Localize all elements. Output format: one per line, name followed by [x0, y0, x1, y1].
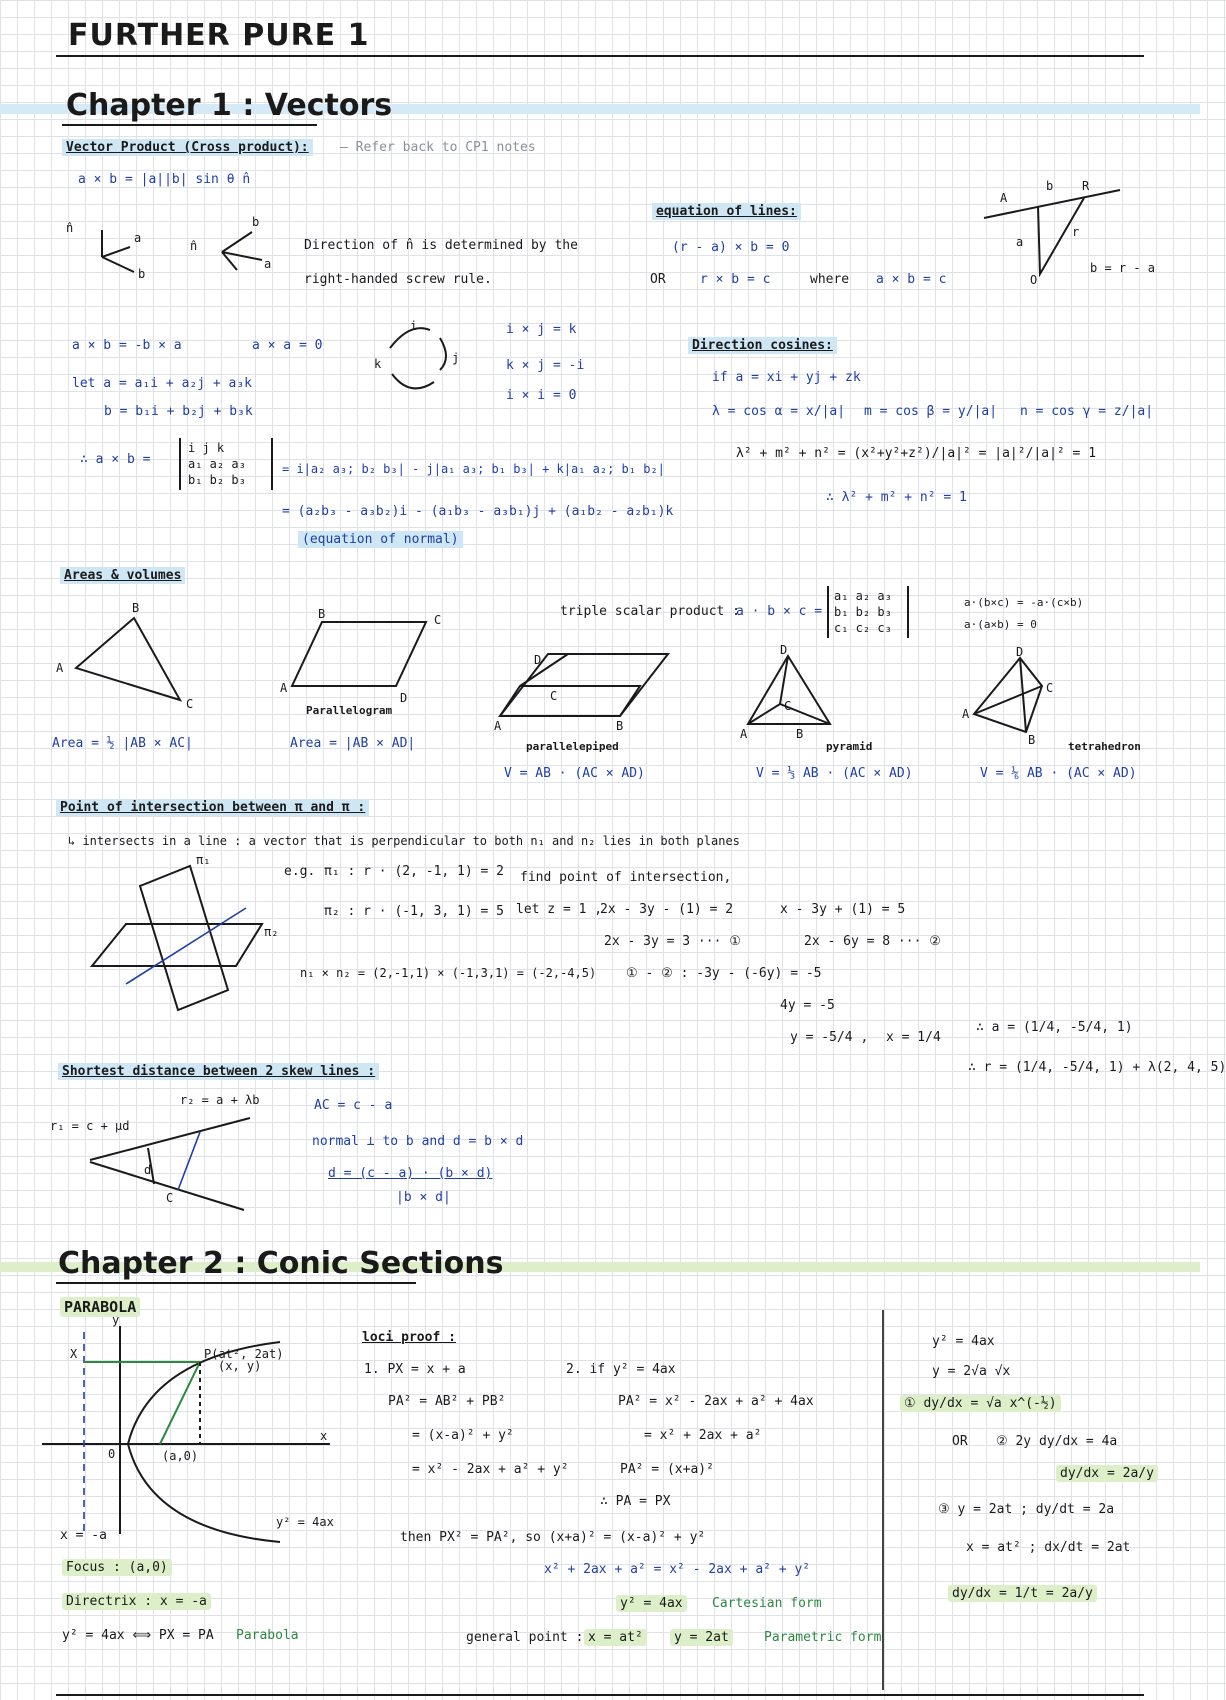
eq-1: 2x - 3y - (1) = 2 — [600, 902, 734, 917]
loci-t3: = x² + 2ax + a² — [644, 1428, 762, 1443]
svg-text:B: B — [132, 601, 140, 615]
pyramid-label: pyramid — [826, 740, 873, 753]
svg-text:B: B — [318, 607, 326, 621]
svg-text:b₁ b₂ b₃: b₁ b₂ b₃ — [834, 605, 892, 619]
skew-l1-label: r₁ = c + μd — [50, 1119, 130, 1133]
graph-y-label: y — [112, 1313, 120, 1327]
deriv-4: ② 2y dy/dx = 4a — [996, 1434, 1118, 1449]
loci-s3: = (x-a)² + y² — [412, 1428, 514, 1443]
plane2: π₂ : r · (-1, 3, 1) = 5 — [324, 904, 505, 919]
triple-matrix — [824, 584, 912, 640]
graph-X-point: X — [70, 1347, 78, 1361]
right-hand-sketch — [62, 212, 282, 282]
deriv-2: y = 2√a √x — [932, 1364, 1011, 1379]
parallelepiped-diagram — [490, 646, 680, 736]
triple-note1: a·(b×c) = -a·(c×b) — [964, 596, 1084, 609]
anticommute: a × b = -b × a — [72, 338, 182, 353]
let-a: let a = a₁i + a₂j + a₃k — [72, 376, 253, 391]
svg-text:A: A — [56, 661, 64, 675]
parabola-graph — [40, 1313, 340, 1538]
area-parallelogram: Area = |AB × AD| — [290, 736, 416, 751]
directrix-label: Directrix : x = -a — [62, 1594, 211, 1609]
area-triangle: Area = ½ |AB × AC| — [52, 736, 193, 751]
svg-text:C: C — [784, 699, 792, 713]
pyramid-diagram — [740, 643, 850, 741]
svg-text:d: d — [144, 1163, 152, 1177]
determinant-matrix — [176, 436, 276, 492]
title-rule — [56, 55, 1144, 57]
det-result: = (a₂b₃ - a₃b₂)i - (a₁b₃ - a₃b₁)j + (a₁b₂ - a₂b₁)k — [282, 504, 674, 519]
loci-s4: = x² - 2ax + a² + y² — [412, 1462, 569, 1477]
deriv-1: y² = 4ax — [932, 1334, 995, 1349]
line-or: OR — [650, 272, 666, 287]
svg-text:a: a — [1016, 235, 1024, 249]
ijk-3: i × i = 0 — [506, 388, 577, 403]
line-eq3: a × b = c — [876, 272, 947, 287]
chapter1-underline — [62, 124, 317, 126]
svg-text:B: B — [796, 727, 804, 741]
svg-text:i j k: i j k — [188, 441, 225, 455]
graph-focus-label: (a,0) — [162, 1449, 199, 1463]
svg-text:π₁: π₁ — [196, 853, 211, 867]
svg-text:C: C — [434, 613, 442, 627]
refer-note: — Refer back to CP1 notes — [340, 140, 536, 155]
volume-parallelepiped: V = AB · (AC × AD) — [504, 766, 645, 781]
svg-text:A: A — [740, 727, 748, 741]
svg-text:j: j — [452, 351, 460, 365]
svg-text:r: r — [1072, 225, 1080, 239]
svg-text:i: i — [410, 319, 418, 333]
normal-cross: n₁ × n₂ = (2,-1,1) × (-1,3,1) = (-2,-4,5) — [300, 966, 597, 980]
find-point: find point of intersection, — [520, 870, 732, 885]
graph-point-xy: (x, y) — [218, 1359, 262, 1373]
general-point-y: y = 2at — [670, 1630, 733, 1645]
eq-8: x = 1/4 — [886, 1030, 941, 1045]
chapter2-underline — [56, 1282, 416, 1284]
svg-text:B: B — [1028, 733, 1036, 747]
column-divider — [882, 1310, 884, 1690]
svg-text:k: k — [374, 357, 382, 371]
svg-text:B: B — [616, 719, 624, 733]
triple-label: triple scalar product : — [560, 604, 741, 619]
deriv-3: ① dy/dx = √a x^(-½) — [900, 1396, 1061, 1411]
eq-2: x - 3y + (1) = 5 — [780, 902, 906, 917]
cartesian-label: Cartesian form — [712, 1596, 822, 1611]
deriv-5: dy/dx = 2a/y — [1056, 1466, 1158, 1481]
normal-bd: normal ⊥ to b and d = b × d — [312, 1134, 524, 1149]
svg-text:n̂: n̂ — [66, 221, 74, 235]
svg-text:A: A — [962, 707, 970, 721]
intersection-title: Point of intersection between π and π : — [56, 800, 369, 815]
cross-title: Vector Product (Cross product): — [62, 140, 313, 155]
svg-text:π₂: π₂ — [264, 925, 279, 939]
loci-t5: ∴ PA = PX — [600, 1494, 671, 1509]
svg-text:A: A — [494, 719, 502, 733]
svg-text:a: a — [264, 257, 272, 271]
plane1: π₁ : r · (2, -1, 1) = 2 — [324, 864, 505, 879]
dircos-result: ∴ λ² + m² + n² = 1 — [826, 490, 967, 505]
volume-tetrahedron: V = ⅙ AB · (AC × AD) — [980, 766, 1137, 781]
direction-line2: right-handed screw rule. — [304, 272, 492, 287]
svg-text:n̂: n̂ — [190, 239, 198, 253]
parabola-label: Parabola — [236, 1628, 299, 1643]
distance-formula: d = (c - a) · (b × d) — [328, 1166, 493, 1181]
dircos-if: if a = xi + yj + zk — [712, 370, 861, 385]
eq-5: ① - ② : -3y - (-6y) = -5 — [626, 966, 822, 981]
chapter2-heading: Chapter 2 : Conic Sections — [58, 1246, 504, 1281]
deriv-or: OR — [952, 1434, 968, 1449]
loci-t4: PA² = (x+a)² — [620, 1462, 714, 1477]
cross-formula: a × b = |a||b| sin θ n̂ — [78, 172, 251, 187]
ijk-2: k × j = -i — [506, 358, 585, 373]
loci-s2: PA² = AB² + PB² — [388, 1394, 506, 1409]
svg-text:c₁ c₂ c₃: c₁ c₂ c₃ — [834, 621, 892, 635]
svg-text:D: D — [780, 643, 788, 657]
ac-vector: AC = c - a — [314, 1098, 393, 1113]
dircos-title: Direction cosines: — [688, 338, 837, 353]
svg-text:b: b — [252, 215, 260, 229]
distance-denominator: |b × d| — [396, 1190, 451, 1205]
triple-eq: a · b × c = — [736, 604, 823, 619]
ijk-1: i × j = k — [506, 322, 577, 337]
intersection-desc: ↳ intersects in a line : a vector that is perpendicular to both n₁ and n₂ lies in both planes — [68, 834, 740, 848]
parallelogram-label: Parallelogram — [306, 704, 393, 717]
direction-line1: Direction of n̂ is determined by the — [304, 238, 578, 253]
deriv-7: x = at² ; dx/dt = 2at — [966, 1540, 1131, 1555]
graph-curve-label: y² = 4ax — [276, 1515, 334, 1529]
parabola-heading: PARABOLA — [60, 1298, 140, 1316]
line-eq1: (r - a) × b = 0 — [672, 240, 790, 255]
equivalence: y² = 4ax ⟺ PX = PA — [62, 1628, 214, 1643]
line-vector-diagram — [980, 176, 1156, 287]
svg-text:D: D — [400, 691, 408, 705]
graph-point-label: P(at², 2at) — [204, 1347, 284, 1361]
svg-text:a₁ a₂ a₃: a₁ a₂ a₃ — [834, 589, 892, 603]
det-expansion: = i|a₂ a₃; b₂ b₃| - j|a₁ a₃; b₁ b₃| + k|a₁ a₂; b₁ b₂| — [282, 462, 665, 476]
dircos-sum: λ² + m² + n² = (x²+y²+z²)/|a|² = |a|²/|a|² = 1 — [736, 446, 1097, 461]
loci-expand: x² + 2ax + a² = x² - 2ax + a² + y² — [544, 1562, 811, 1577]
eg-label: e.g. — [284, 864, 316, 879]
parallelepiped-label: parallelepiped — [526, 740, 619, 753]
directrix-line-label: x = -a — [60, 1528, 107, 1543]
svg-text:C: C — [186, 697, 194, 711]
general-point-label: general point : — [466, 1630, 584, 1645]
svg-text:b: b — [138, 267, 146, 281]
let-b: b = b₁i + b₂j + b₃k — [104, 404, 253, 419]
a-vector: ∴ a = (1/4, -5/4, 1) — [976, 1020, 1133, 1035]
svg-text:a₁ a₂ a₃: a₁ a₂ a₃ — [188, 457, 246, 471]
self-cross: a × a = 0 — [252, 338, 323, 353]
loci-s1: 1. PX = x + a — [364, 1362, 466, 1377]
lines-title: equation of lines: — [652, 204, 801, 219]
loci-t1: 2. if y² = 4ax — [566, 1362, 676, 1377]
svg-text:A: A — [1000, 191, 1008, 205]
graph-x-label: x — [320, 1429, 328, 1443]
dircos-m: m = cos β = y/|a| — [864, 404, 998, 419]
svg-text:a: a — [134, 231, 142, 245]
graph-origin: 0 — [108, 1447, 116, 1461]
areas-title: Areas & volumes — [60, 568, 185, 583]
eq-6: 4y = -5 — [780, 998, 835, 1013]
eq-3: 2x - 3y = 3 ··· ① — [604, 934, 741, 949]
skew-title: Shortest distance between 2 skew lines : — [58, 1064, 379, 1079]
cartesian-eq: y² = 4ax — [616, 1596, 687, 1611]
svg-text:C: C — [1046, 681, 1054, 695]
dircos-n: n = cos γ = z/|a| — [1020, 404, 1154, 419]
parallelogram-diagram — [276, 607, 456, 710]
svg-text:R: R — [1082, 179, 1090, 193]
focus-label: Focus : (a,0) — [62, 1560, 172, 1575]
parametric-label: Parametric form — [764, 1630, 882, 1645]
skew-l2-label: r₂ = a + λb — [180, 1093, 260, 1107]
triangle-diagram — [50, 600, 210, 720]
bottom-rule — [56, 1694, 1144, 1696]
svg-text:b: b — [1046, 179, 1054, 193]
tetrahedron-label: tetrahedron — [1068, 740, 1141, 753]
r-vector: ∴ r = (1/4, -5/4, 1) + λ(2, 4, 5) — [968, 1060, 1226, 1075]
planes-diagram — [86, 853, 279, 1016]
general-point-x: x = at² — [584, 1630, 647, 1645]
eq-7: y = -5/4 , — [790, 1030, 869, 1045]
det-lhs: ∴ a × b = — [80, 452, 151, 467]
svg-text:C: C — [166, 1191, 174, 1205]
loci-title: loci proof : — [362, 1330, 456, 1345]
line-where: where — [810, 272, 850, 287]
svg-text:A: A — [280, 681, 288, 695]
svg-text:D: D — [1016, 645, 1024, 659]
deriv-6: ③ y = 2at ; dy/dt = 2a — [938, 1502, 1115, 1517]
deriv-8: dy/dx = 1/t = 2a/y — [948, 1586, 1097, 1601]
loci-t2: PA² = x² - 2ax + a² + 4ax — [618, 1394, 814, 1409]
svg-text:D: D — [534, 653, 542, 667]
svg-text:O: O — [1030, 273, 1038, 287]
volume-pyramid: V = ⅓ AB · (AC × AD) — [756, 766, 913, 781]
eq-4: 2x - 6y = 8 ··· ② — [804, 934, 941, 949]
line-eq2: r × b = c — [700, 272, 771, 287]
svg-text:C: C — [550, 689, 558, 703]
dircos-l: λ = cos α = x/|a| — [712, 404, 846, 419]
let-z: let z = 1 , — [516, 902, 603, 917]
chapter1-heading: Chapter 1 : Vectors — [66, 88, 393, 123]
line-diagram-note: b = r - a — [1090, 261, 1156, 275]
triple-note2: a·(a×b) = 0 — [964, 618, 1037, 631]
tetrahedron-diagram — [962, 645, 1062, 747]
page-title: FURTHER PURE 1 — [68, 18, 370, 53]
skew-lines-diagram — [50, 1090, 270, 1220]
svg-text:b₁ b₂ b₃: b₁ b₂ b₃ — [188, 473, 246, 487]
ijk-cycle-diagram — [370, 318, 470, 398]
loci-then: then PX² = PA², so (x+a)² = (x-a)² + y² — [400, 1530, 706, 1545]
eq-normal: (equation of normal) — [298, 532, 463, 547]
